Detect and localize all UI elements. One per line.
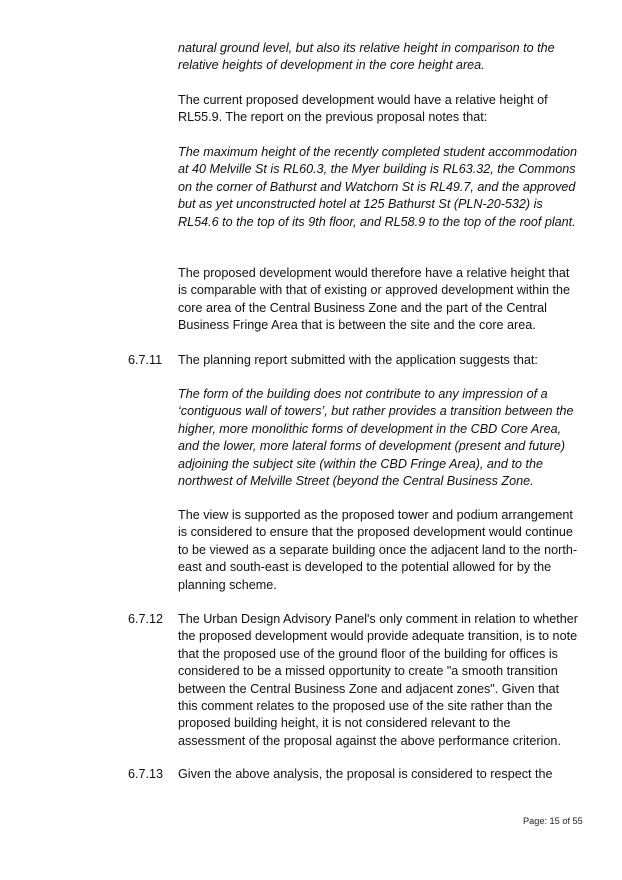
quote-continuation: natural ground level, but also its relative height in comparison to the relative heights of development in the core height area.	[178, 41, 555, 73]
section-number: 6.7.11	[128, 353, 163, 367]
paragraph-urban-design-panel: The Urban Design Advisory Panel's only comment in relation to whether the proposed development would provide adequate transition, is to note that the proposed use of the ground floor of the building for offices is considered to be a missed opportunity to create "a smooth transition between the Central Business Zone and adjacent zones". Given that this comment relates to the proposed use of the site rather than the proposed building height, it is not considered relevant to the assessment of the proposal against the above performance criterion.	[178, 612, 579, 748]
paragraph-planning-report: The planning report submitted with the application suggests that:	[178, 353, 538, 367]
page-number: Page: 15 of 55	[523, 816, 583, 826]
paragraph-conclusion: Given the above analysis, the proposal is considered to respect the	[178, 767, 553, 781]
paragraph-view-supported: The view is supported as the proposed tower and podium arrangement is considered to ensure that the proposed development would continue to be viewed as a separate building once the adjacent land to the north-east and south-east is developed to the potential allowed for by the planning scheme.	[178, 508, 578, 592]
quote-maximum-height: The maximum height of the recently completed student accommodation at 40 Melville St is RL60.3, the Myer building is RL63.32, the Commons on the corner of Bathurst and Watchorn St is RL49.7, and the approved but as yet unconstructed hotel at 125 Bathurst St (PLN-20-532) is RL54.6 to the top of its 9th floor, and RL58.9 to the top of the roof plant.	[178, 145, 578, 229]
section-number: 6.7.13	[128, 767, 164, 781]
paragraph-current-height: The current proposed development would have a relative height of RL55.9. The report on the previous proposal notes that:	[178, 93, 548, 125]
paragraph-comparable-height: The proposed development would therefore have a relative height that is comparable with that of existing or approved development within the core area of the Central Business Zone and the part of the Central Business Fringe Area that is between the site and the core area.	[178, 266, 571, 333]
quote-building-form: The form of the building does not contribute to any impression of a ‘contiguous wall of towers’, but rather provides a transition between the higher, more monolithic forms of development in the CBD Core Area, and the lower, more lateral forms of development (present and future) adjoining the subject site (within the CBD Fringe Area), and to the northwest of Melville Street (beyond the Central Business Zone.	[178, 387, 574, 489]
section-number: 6.7.12	[128, 612, 164, 626]
